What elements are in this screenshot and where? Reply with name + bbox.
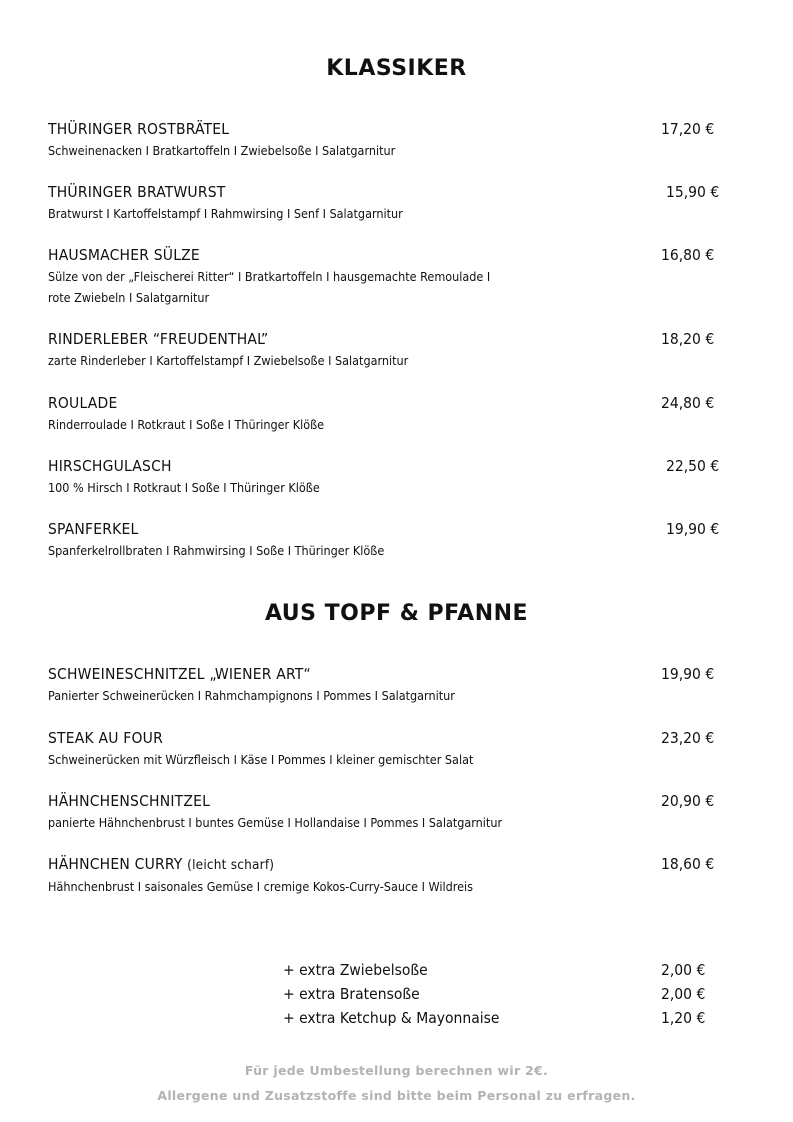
extra-price: 1,20 € bbox=[661, 1009, 706, 1027]
menu-item-bratwurst bbox=[48, 182, 748, 224]
item-price: 16,80 € bbox=[661, 246, 715, 264]
menu-item-rostbraetel bbox=[48, 119, 748, 161]
item-name: SCHWEINESCHNITZEL „WIENER ART“ bbox=[48, 665, 311, 683]
item-description: 100 % Hirsch I Rotkraut I Soße I Thüringer Klöße bbox=[48, 480, 320, 495]
item-name: HÄHNCHENSCHNITZEL bbox=[48, 792, 211, 810]
item-price: 18,20 € bbox=[661, 330, 715, 348]
menu-item-steak-au-four bbox=[48, 728, 748, 770]
extras-list bbox=[283, 958, 723, 1030]
item-price: 20,90 € bbox=[661, 792, 715, 810]
item-name: STEAK AU FOUR bbox=[48, 729, 163, 747]
item-name: HAUSMACHER SÜLZE bbox=[48, 246, 200, 264]
item-name: THÜRINGER ROSTBRÄTEL bbox=[48, 120, 230, 138]
item-price: 15,90 € bbox=[666, 183, 720, 201]
item-note: (leicht scharf) bbox=[187, 857, 275, 873]
extra-price: 2,00 € bbox=[661, 985, 706, 1003]
item-description: Schweinerücken mit Würzfleisch I Käse I Pommes I kleiner gemischter Salat bbox=[48, 752, 474, 767]
item-price: 19,90 € bbox=[661, 665, 715, 683]
item-description: Panierter Schweinerücken I Rahmchampignons I Pommes I Salatgarnitur bbox=[48, 688, 455, 703]
item-description: Sülze von der „Fleischerei Ritter“ I Bratkartoffeln I hausgemachte Remoulade I bbox=[48, 269, 491, 284]
item-description-continued: rote Zwiebeln I Salatgarnitur bbox=[48, 290, 210, 305]
extra-item bbox=[283, 982, 723, 1006]
item-name: ROULADE bbox=[48, 394, 118, 412]
item-description: Schweinenacken I Bratkartoffeln I Zwiebelsoße I Salatgarnitur bbox=[48, 143, 396, 158]
item-price: 24,80 € bbox=[661, 394, 715, 412]
item-price: 22,50 € bbox=[666, 457, 720, 475]
item-price: 23,20 € bbox=[661, 729, 715, 747]
item-description: zarte Rinderleber I Kartoffelstampf I Zwiebelsoße I Salatgarnitur bbox=[48, 353, 409, 368]
extra-price: 2,00 € bbox=[661, 961, 706, 979]
menu-item-suelze bbox=[48, 245, 748, 308]
item-price: 17,20 € bbox=[661, 120, 715, 138]
item-description: Spanferkelrollbraten I Rahmwirsing I Soße I Thüringer Klöße bbox=[48, 543, 385, 558]
section-title-topf-pfanne: AUS TOPF & PFANNE bbox=[264, 601, 529, 626]
item-name: THÜRINGER BRATWURST bbox=[48, 183, 226, 201]
menu-item-hirschgulasch bbox=[48, 456, 748, 498]
menu-item-rinderleber bbox=[48, 329, 748, 371]
footer-rebooking-note: Für jede Umbestellung berechnen wir 2€. bbox=[244, 1063, 549, 1078]
item-price: 19,90 € bbox=[666, 520, 720, 538]
item-description: Hähnchenbrust I saisonales Gemüse I cremige Kokos-Curry-Sauce I Wildreis bbox=[48, 879, 474, 894]
menu-item-spanferkel bbox=[48, 519, 748, 561]
section-title-klassiker: KLASSIKER bbox=[326, 56, 467, 81]
item-description: Bratwurst I Kartoffelstampf I Rahmwirsing I Senf I Salatgarnitur bbox=[48, 206, 403, 221]
item-description: Rinderroulade I Rotkraut I Soße I Thüringer Klöße bbox=[48, 417, 325, 432]
menu-item-schweineschnitzel bbox=[48, 664, 748, 706]
item-name: SPANFERKEL bbox=[48, 520, 139, 538]
item-name: HIRSCHGULASCH bbox=[48, 457, 172, 475]
footer-allergen-note: Allergene und Zusatzstoffe sind bitte beim Personal zu erfragen. bbox=[157, 1088, 636, 1103]
menu-item-roulade bbox=[48, 393, 748, 435]
extra-label: + extra Zwiebelsoße bbox=[283, 961, 428, 979]
menu-item-haehnchenschnitzel bbox=[48, 791, 748, 833]
extra-label: + extra Ketchup & Mayonnaise bbox=[283, 1009, 500, 1027]
item-name-row bbox=[48, 854, 748, 875]
item-name: HÄHNCHEN CURRY bbox=[48, 855, 183, 873]
item-price: 18,60 € bbox=[661, 855, 715, 873]
extra-label: + extra Bratensoße bbox=[283, 985, 420, 1003]
menu-item-haehnchen-curry bbox=[48, 854, 748, 897]
extra-item bbox=[283, 1006, 723, 1030]
extra-item bbox=[283, 958, 723, 982]
item-name: RINDERLEBER “FREUDENTHAL” bbox=[48, 330, 269, 348]
item-description: panierte Hähnchenbrust I buntes Gemüse I Hollandaise I Pommes I Salatgarnitur bbox=[48, 815, 503, 830]
